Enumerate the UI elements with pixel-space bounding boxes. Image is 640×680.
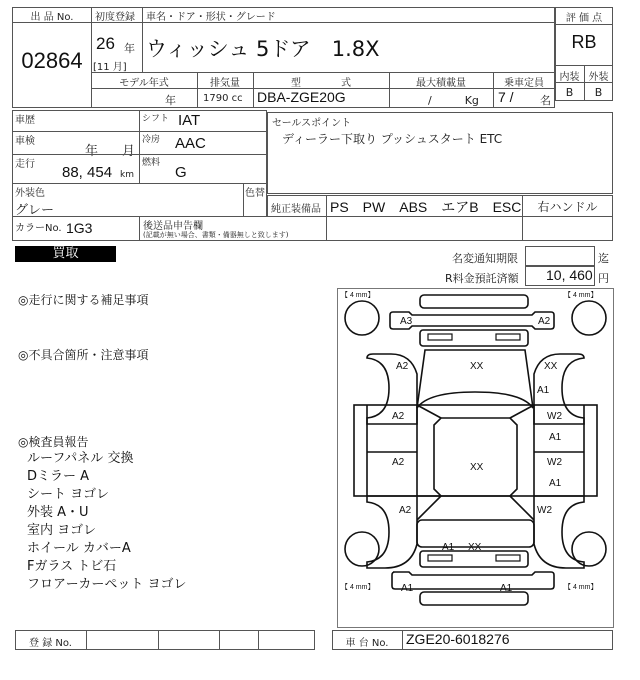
capacity-value: 7 / bbox=[498, 89, 514, 105]
tread-label: 【 4 mm】 bbox=[564, 584, 598, 591]
svg-text:A1: A1 bbox=[401, 583, 414, 594]
svg-text:XX: XX bbox=[468, 542, 482, 553]
svg-text:A1: A1 bbox=[549, 478, 562, 489]
steering-side: 右ハンドル bbox=[537, 200, 598, 214]
shift-label: シフト bbox=[142, 114, 170, 124]
svg-text:A2: A2 bbox=[392, 411, 405, 422]
svg-text:A2: A2 bbox=[538, 316, 551, 327]
divider bbox=[158, 630, 159, 650]
color-no-label: カラーNo. bbox=[15, 223, 62, 234]
car-name-label: 車名・ドア・形状・グレード bbox=[146, 12, 276, 23]
ac-value: AAC bbox=[175, 135, 206, 152]
tread-label: 【 4 mm】 bbox=[341, 292, 375, 299]
first-reg-label: 初度登録 bbox=[95, 12, 135, 23]
fuel-label: 燃料 bbox=[142, 158, 161, 168]
color-change-label: 色替 bbox=[245, 188, 265, 199]
grade-score: RB bbox=[571, 32, 597, 52]
type-value: DBA-ZGE20G bbox=[257, 89, 346, 105]
damage-diagram bbox=[337, 288, 614, 628]
inspector-item: 室内 ヨゴレ bbox=[27, 523, 97, 538]
grade-label: 評 価 点 bbox=[565, 13, 603, 24]
svg-text:A1: A1 bbox=[500, 583, 513, 594]
inspector-item: Dミラー A bbox=[27, 469, 90, 484]
divider bbox=[219, 630, 220, 650]
driving-notes-heading: ◎走行に関する補足事項 bbox=[18, 293, 149, 307]
interior-label: 内装 bbox=[559, 72, 580, 83]
inspection-label: 車検 bbox=[15, 136, 35, 147]
svg-text:A1: A1 bbox=[442, 542, 455, 553]
reg-no-label: 登 録 No. bbox=[29, 638, 72, 649]
color-label: 外装色 bbox=[15, 188, 45, 199]
inspector-item: ホイール カバーA bbox=[27, 541, 131, 556]
svg-text:W2: W2 bbox=[537, 505, 552, 516]
chassis-number: ZGE20-6018276 bbox=[406, 631, 510, 647]
interior-grade: B bbox=[565, 86, 574, 99]
svg-text:XX: XX bbox=[470, 462, 484, 473]
svg-text:XX: XX bbox=[544, 361, 558, 372]
mileage-value: 88, 454 bbox=[62, 164, 113, 181]
inspection-month: 月 bbox=[122, 144, 136, 159]
exterior-label: 外装 bbox=[588, 72, 609, 83]
max-load-value: / Kg bbox=[428, 94, 479, 107]
later-items-label: 後送品申告欄 bbox=[143, 221, 203, 232]
color-no-value: 1G3 bbox=[66, 220, 93, 236]
later-items-note: (記載が無い場合、書類・備器無しと致します) bbox=[143, 231, 289, 239]
lot-no: 02864 bbox=[21, 48, 83, 73]
inspector-item: ルーフパネル 交換 bbox=[27, 451, 134, 466]
type-label: 型 式 bbox=[291, 78, 351, 89]
svg-text:A3: A3 bbox=[400, 316, 413, 327]
rear-right-tire-icon bbox=[572, 301, 606, 335]
color-value: グレー bbox=[15, 203, 55, 218]
car-name: ウィッシュ 5ドア 1.8X bbox=[146, 37, 380, 61]
equipment-value: PS PW ABS エアB ESC bbox=[330, 199, 522, 215]
recycle-fee-value: 10, 460 bbox=[546, 267, 593, 283]
chassis-label: 車 台 No. bbox=[345, 638, 389, 649]
inspector-item: シート ヨゴレ bbox=[27, 487, 110, 502]
svg-text:A1: A1 bbox=[549, 432, 562, 443]
mileage-unit: km bbox=[120, 170, 134, 180]
ac-label: 冷房 bbox=[142, 135, 161, 145]
equipment-sub-row bbox=[326, 216, 613, 241]
name-change-unit: 迄 bbox=[598, 252, 609, 265]
recycle-fee-label: R料金預託済額 bbox=[445, 272, 519, 285]
displacement-label: 排気量 bbox=[210, 78, 240, 89]
first-reg-month: [11 月] bbox=[93, 62, 127, 73]
svg-text:A2: A2 bbox=[392, 457, 405, 468]
inspector-item: Fガラス トビ石 bbox=[27, 559, 117, 574]
equipment-label: 純正装備品 bbox=[271, 204, 321, 215]
divider bbox=[86, 630, 87, 650]
divider bbox=[402, 630, 403, 650]
max-load-label: 最大積載量 bbox=[416, 78, 466, 89]
svg-text:A1: A1 bbox=[537, 385, 550, 396]
inspector-item: 外装 A・U bbox=[27, 505, 89, 520]
tread-label: 【 4 mm】 bbox=[341, 584, 375, 591]
name-change-deadline-field bbox=[525, 246, 595, 266]
svg-text:W2: W2 bbox=[547, 411, 562, 422]
svg-text:W2: W2 bbox=[547, 457, 562, 468]
svg-text:A2: A2 bbox=[399, 505, 412, 516]
first-reg-year: 26 bbox=[96, 34, 115, 53]
shift-value: IAT bbox=[178, 112, 201, 129]
inspector-report-heading: ◎検査員報告 bbox=[18, 435, 89, 449]
recycle-fee-unit: 円 bbox=[598, 272, 609, 285]
sales-point-label: セールスポイント bbox=[272, 118, 352, 129]
history-label: 車歴 bbox=[15, 115, 35, 126]
tread-label: 【 4 mm】 bbox=[564, 292, 598, 299]
displacement-value: 1790 cc bbox=[203, 93, 243, 104]
fuel-value: G bbox=[175, 164, 187, 181]
divider bbox=[555, 24, 613, 25]
model-year-label: モデル年式 bbox=[119, 78, 169, 89]
inspection-year: 年 bbox=[85, 144, 99, 159]
exterior-grade: B bbox=[594, 86, 603, 99]
lot-no-label: 出 品 No. bbox=[30, 12, 74, 23]
capacity-label: 乗車定員 bbox=[504, 78, 544, 89]
svg-text:XX: XX bbox=[470, 361, 484, 372]
first-reg-year-unit: 年 bbox=[124, 42, 135, 55]
capacity-unit: 名 bbox=[540, 94, 551, 107]
inspector-item: フロアーカーペット ヨゴレ bbox=[27, 577, 187, 592]
mileage-label: 走行 bbox=[15, 159, 35, 170]
model-year-value: 年 bbox=[165, 94, 176, 107]
rear-left-tire-icon bbox=[345, 301, 379, 335]
divider bbox=[258, 630, 259, 650]
svg-text:A2: A2 bbox=[396, 361, 409, 372]
purchase-badge: 買取 bbox=[15, 246, 116, 262]
sales-point-text: ディーラー下取り プッシュスタート ETC bbox=[282, 132, 503, 146]
defects-heading: ◎不具合箇所・注意事項 bbox=[18, 348, 149, 362]
name-change-deadline-label: 名変通知期限 bbox=[452, 252, 518, 265]
